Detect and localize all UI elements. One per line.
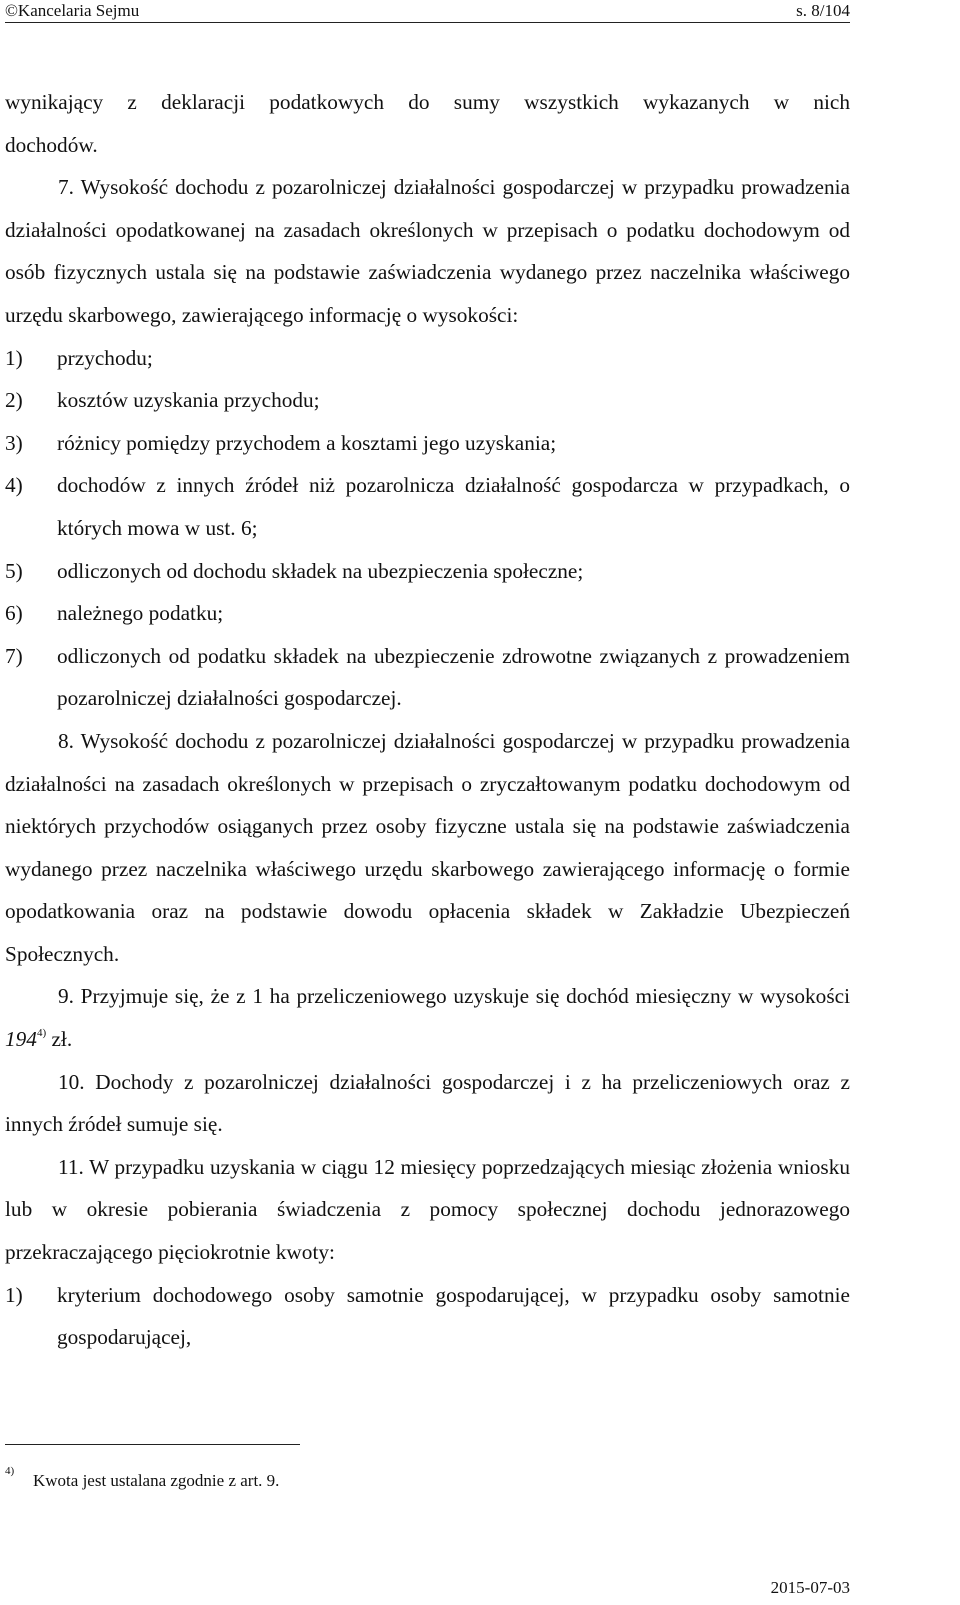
list-item-number: 1) <box>5 1282 23 1307</box>
list-paragraph-11 <box>5 1274 850 1359</box>
list-paragraph-7 <box>5 337 850 720</box>
footnote-reference: 4) <box>36 1027 47 1040</box>
paragraph-10: 10. Dochody z pozarolniczej działalności gospodarczej i z ha przeliczeniowych oraz z innych źródeł sumuje się. <box>5 1069 850 1137</box>
paragraph-9 <box>5 975 850 1060</box>
list-item-text: dochodów z innych źródeł niż pozarolnicza działalność gospodarcza w przypadkach, o których mowa w ust. 6; <box>57 473 850 540</box>
list-item-number: 6) <box>5 601 23 626</box>
continuation-line: wynikający z deklaracji podatkowych do sumy wszystkich wykazanych w nich <box>5 90 850 114</box>
list-item-text: odliczonych od dochodu składek na ubezpieczenia społeczne; <box>57 558 584 583</box>
list-item-number: 1) <box>5 345 23 370</box>
list-item-text: kryterium dochodowego osoby samotnie gospodarującej, w przypadku osoby samotnie gospodarującej, <box>57 1282 850 1350</box>
continuation-end: dochodów. <box>5 132 98 157</box>
footnote-mark: 4) <box>5 1465 15 1477</box>
list-item-number: 4) <box>5 473 23 498</box>
list-item <box>5 635 850 720</box>
list-item <box>5 379 850 422</box>
list-item-text: kosztów uzyskania przychodu; <box>57 388 320 413</box>
document-body <box>5 81 850 1359</box>
list-item <box>5 422 850 465</box>
footnote-separator <box>5 1444 300 1445</box>
income-amount: 194 <box>5 1027 37 1052</box>
list-item <box>5 550 850 593</box>
list-item-text: różnicy pomiędzy przychodem a kosztami jego uzyskania; <box>57 430 557 455</box>
list-item-number: 2) <box>5 388 23 413</box>
list-item-text: przychodu; <box>57 345 153 370</box>
paragraph-9-unit: zł. <box>46 1027 73 1052</box>
list-item <box>5 1274 850 1359</box>
paragraph-11: 11. W przypadku uzyskania w ciągu 12 miesięcy poprzedzających miesiąc złożenia wniosku lub w okresie pobierania świadczenia z pomocy społecznej dochodu jednorazowego przekraczającego pięciokrotnie kwoty: <box>5 1154 850 1265</box>
page-header <box>5 0 850 23</box>
list-item-text: odliczonych od podatku składek na ubezpieczenie zdrowotne związanych z prowadzeniem pozarolniczej działalności gospodarczej. <box>57 643 850 711</box>
paragraph-8: 8. Wysokość dochodu z pozarolniczej działalności gospodarczej w przypadku prowadzenia działalności na zasadach określonych w przepisach o zryczałtowanym podatku dochodowym od niektórych przychodów osiąganych przez osoby fizyczne ustala się na podstawie zaświadczenia wydanego przez naczelnika właściwego urzędu skarbowego zawierającego informację o formie opodatkowania oraz na podstawie dowodu opłacenia składek w Zakładzie Ubezpieczeń Społecznych. <box>5 728 850 966</box>
header-source: ©Kancelaria Sejmu <box>5 1 140 20</box>
list-item <box>5 337 850 380</box>
list-item <box>5 464 850 549</box>
footer-date: 2015-07-03 <box>770 1578 850 1597</box>
list-item-text: należnego podatku; <box>57 601 224 626</box>
list-item <box>5 592 850 635</box>
list-item-number: 5) <box>5 558 23 583</box>
paragraph-7: 7. Wysokość dochodu z pozarolniczej działalności gospodarczej w przypadku prowadzenia działalności opodatkowanej na zasadach określonych w przepisach o podatku dochodowym od osób fizycznych ustala się na podstawie zaświadczenia wydanego przez naczelnika właściwego urzędu skarbowego, zawierającego informację o wysokości: <box>5 175 850 327</box>
footnote-text: Kwota jest ustalana zgodnie z art. 9. <box>33 1471 280 1490</box>
page-number: s. 8/104 <box>796 1 850 20</box>
paragraph-9-text: 9. Przyjmuje się, że z 1 ha przeliczeniowego uzyskuje się dochód miesięczny w wysokości <box>58 984 850 1009</box>
list-item-number: 3) <box>5 430 23 455</box>
list-item-number: 7) <box>5 643 23 668</box>
